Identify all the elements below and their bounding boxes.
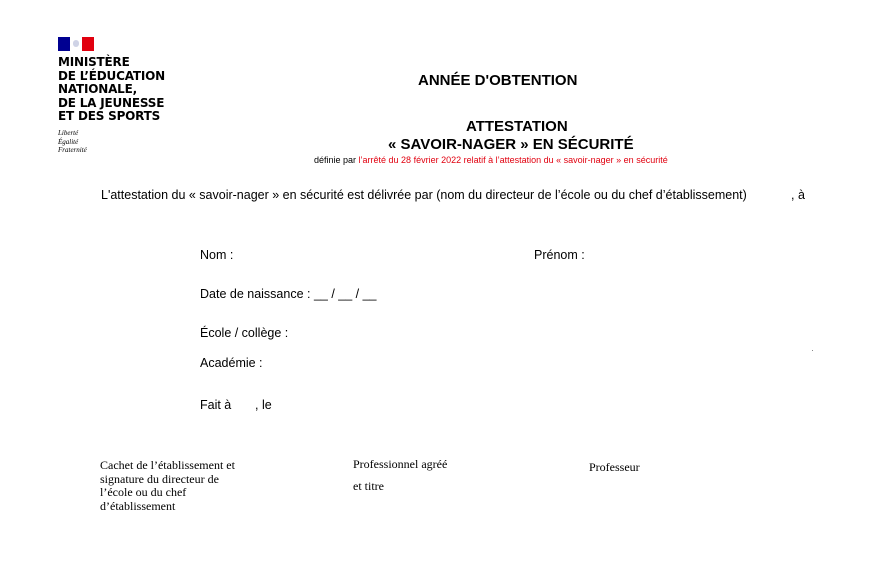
school-label: École / collège : (200, 326, 289, 340)
motto-line: Égalité (58, 137, 79, 146)
flag-blue-band (58, 37, 70, 51)
birthdate-label: Date de naissance : __ / __ / __ (200, 287, 377, 301)
academie-label: Académie : (200, 356, 263, 370)
professionnel-line1: Professionnel agréé (353, 457, 448, 471)
republic-flag-icon (58, 37, 94, 51)
savoir-nager-title: « SAVOIR-NAGER » EN SÉCURITÉ (388, 136, 634, 153)
ministry-name (58, 56, 188, 124)
legal-reference (314, 155, 668, 165)
nom-label: Nom : (200, 248, 234, 262)
motto-line: Fraternité (58, 146, 87, 154)
intro-suffix: , à (791, 188, 805, 202)
intro-text: L'attestation du « savoir-nager » en sécurité est délivrée par (nom du directeur de l’école ou du chef d’établissement) (101, 188, 747, 202)
fait-a-label: Fait à (200, 398, 232, 412)
legal-reference-link: l’arrêté du 28 février 2022 relatif à l’attestation du « savoir-nager » en sécurité (358, 155, 668, 165)
flag-red-band (82, 37, 94, 51)
cachet-line: l’école ou du chef (100, 485, 187, 499)
ministry-line: NATIONALE, (58, 82, 137, 96)
flag-white-band (70, 37, 82, 51)
stray-dot (812, 350, 813, 351)
year-heading: ANNÉE D'OBTENTION (418, 72, 578, 89)
cachet-line: Cachet de l’établissement et (100, 458, 235, 472)
attestation-title: ATTESTATION (466, 118, 568, 135)
professionnel-line2: et titre (353, 479, 384, 493)
ministry-line: DE LA JEUNESSE (58, 95, 165, 110)
cachet-line: d’établissement (100, 498, 176, 513)
cachet-signature-block (100, 459, 235, 513)
ministry-line: ET DES SPORTS (58, 109, 161, 123)
prenom-label: Prénom : (534, 248, 585, 262)
cachet-line: signature du directeur de (100, 471, 219, 486)
date-label: , le (255, 398, 272, 412)
ministry-line: DE L’ÉDUCATION (58, 68, 165, 83)
republic-motto (58, 129, 87, 155)
professeur-label: Professeur (589, 460, 640, 474)
motto-line: Liberté (58, 129, 79, 137)
ministry-line: MINISTÈRE (58, 55, 130, 69)
legal-reference-prefix: définie par (314, 155, 359, 165)
